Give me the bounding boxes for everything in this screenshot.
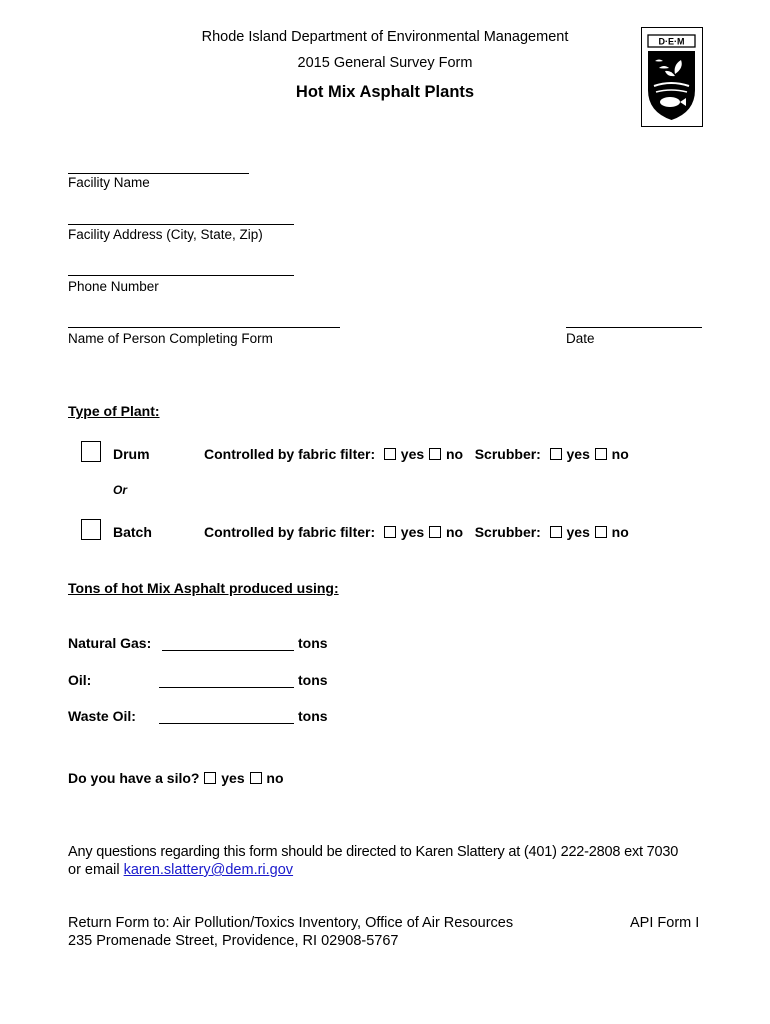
drum-scrubber-no-checkbox[interactable] [595, 448, 607, 460]
batch-scrubber-yes-checkbox[interactable] [550, 526, 562, 538]
oil-line[interactable] [159, 687, 294, 688]
waste-oil-unit: tons [298, 708, 328, 724]
batch-scrubber-no-checkbox[interactable] [595, 526, 607, 538]
return-address-line2: 235 Promenade Street, Providence, RI 02908-5767 [68, 933, 399, 949]
agency-name: Rhode Island Department of Environmental Management [201, 29, 569, 45]
person-name-line[interactable] [68, 327, 340, 328]
natural-gas-label: Natural Gas: [68, 635, 152, 651]
batch-label: Batch [113, 524, 152, 540]
drum-fabric-yes-checkbox[interactable] [384, 448, 396, 460]
page-title: Hot Mix Asphalt Plants [295, 83, 475, 101]
drum-fabric-no-checkbox[interactable] [429, 448, 441, 460]
contact-email-link[interactable]: karen.slattery@dem.ri.gov [123, 862, 294, 878]
dem-logo [641, 27, 703, 127]
tons-heading: Tons of hot Mix Asphalt produced using: [68, 580, 339, 596]
oil-unit: tons [298, 672, 328, 688]
contact-email-prefix: or email [68, 862, 120, 878]
form-id: API Form I [630, 915, 700, 931]
drum-fabric-yes-label: yes [400, 446, 425, 462]
drum-scrubber-yes-checkbox[interactable] [550, 448, 562, 460]
drum-fabric-no-label: no [445, 446, 464, 462]
batch-fabric-filter-label: Controlled by fabric filter: [204, 524, 376, 540]
silo-no-checkbox[interactable] [250, 772, 262, 784]
batch-scrubber-label: Scrubber: [474, 524, 541, 540]
facility-name-label: Facility Name [68, 175, 150, 190]
drum-scrubber-no-label: no [611, 446, 629, 462]
drum-label: Drum [113, 446, 150, 462]
oil-label: Oil: [68, 672, 92, 688]
phone-number-label: Phone Number [68, 279, 159, 294]
batch-options [204, 524, 629, 540]
person-name-label: Name of Person Completing Form [68, 331, 273, 346]
dem-shield-icon [642, 28, 701, 125]
facility-address-label: Facility Address (City, State, Zip) [68, 227, 263, 242]
silo-no-label: no [266, 770, 284, 786]
contact-email-row [68, 862, 293, 878]
natural-gas-line[interactable] [162, 650, 294, 651]
natural-gas-unit: tons [298, 635, 328, 651]
phone-number-line[interactable] [68, 275, 294, 276]
batch-checkbox[interactable] [81, 519, 101, 540]
silo-yes-checkbox[interactable] [204, 772, 216, 784]
date-label: Date [566, 331, 595, 346]
batch-scrubber-yes-label: yes [566, 524, 590, 540]
silo-question: Do you have a silo? [68, 770, 200, 786]
batch-fabric-yes-checkbox[interactable] [384, 526, 396, 538]
or-label: Or [113, 483, 128, 497]
silo-yes-label: yes [221, 770, 245, 786]
svg-text:D·E·M: D·E·M [658, 36, 685, 47]
plant-type-heading: Type of Plant: [68, 403, 160, 419]
batch-fabric-no-checkbox[interactable] [429, 526, 441, 538]
waste-oil-line[interactable] [159, 723, 294, 724]
silo-question-row [68, 770, 284, 786]
drum-scrubber-label: Scrubber: [474, 446, 541, 462]
facility-name-line[interactable] [68, 173, 249, 174]
drum-fabric-filter-label: Controlled by fabric filter: [204, 446, 376, 462]
batch-scrubber-no-label: no [611, 524, 629, 540]
facility-address-line[interactable] [68, 224, 294, 225]
contact-line: Any questions regarding this form should be directed to Karen Slattery at (401) 222-2808 ext 7030 [68, 844, 679, 860]
date-line[interactable] [566, 327, 702, 328]
form-name: 2015 General Survey Form [297, 55, 473, 71]
batch-fabric-yes-label: yes [400, 524, 425, 540]
batch-fabric-no-label: no [445, 524, 464, 540]
drum-scrubber-yes-label: yes [566, 446, 590, 462]
drum-options [204, 446, 629, 462]
waste-oil-label: Waste Oil: [68, 708, 136, 724]
return-address-line1: Return Form to: Air Pollution/Toxics Inventory, Office of Air Resources [68, 915, 514, 931]
drum-checkbox[interactable] [81, 441, 101, 462]
